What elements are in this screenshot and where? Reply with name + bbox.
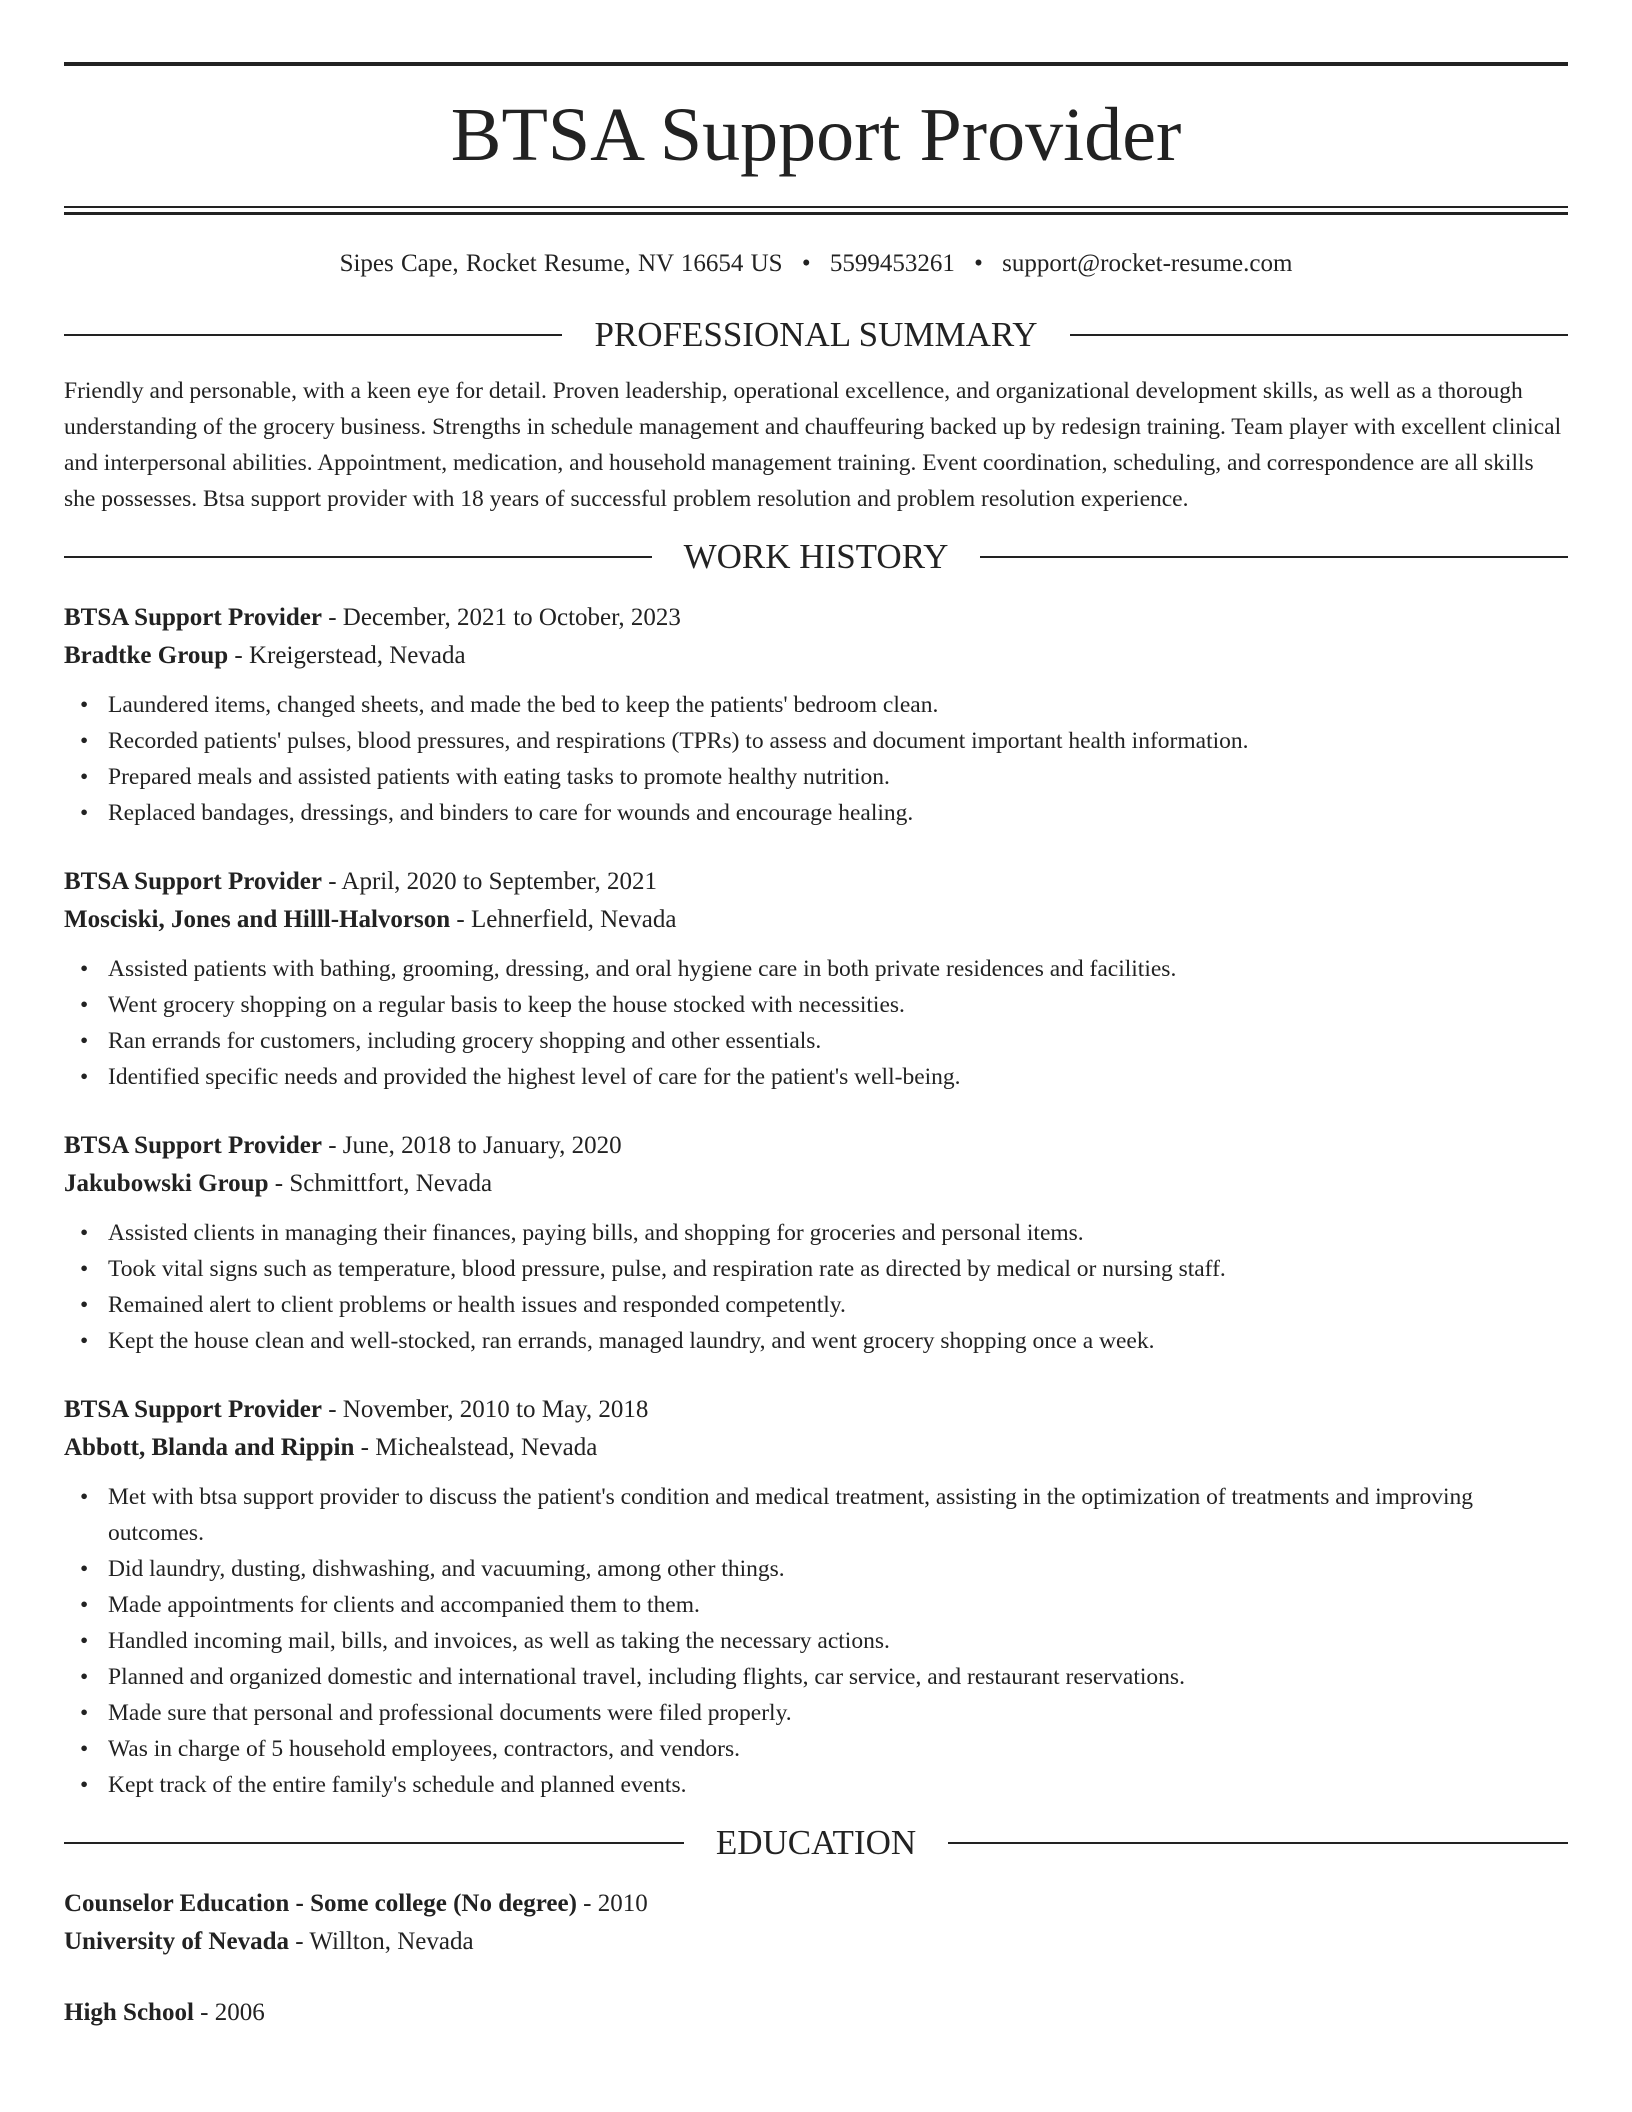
education-heading <box>64 1823 1568 1863</box>
job-title-line <box>64 1127 1568 1165</box>
education-heading-label: EDUCATION <box>715 1823 917 1862</box>
heading-rule-left <box>64 556 652 558</box>
job-title-line <box>64 863 1568 901</box>
job-bullets <box>64 951 1568 1095</box>
job-company: Bradtke Group <box>64 642 229 669</box>
list-item: • Identified specific needs and provided the highest level of care for the patient's well-being. <box>108 1059 1568 1095</box>
job-location: - Kreigerstead, Nevada <box>228 642 466 669</box>
title-rule-lower <box>64 212 1568 215</box>
education-entry <box>64 1994 1568 2032</box>
job-title: BTSA Support Provider <box>64 868 322 895</box>
education-degree-line <box>64 1994 1568 2032</box>
job-location: - Michealstead, Nevada <box>354 1434 598 1461</box>
job-bullets <box>64 1479 1568 1803</box>
contact-separator: • <box>974 250 983 277</box>
list-item: • Remained alert to client problems or health issues and responded competently. <box>108 1287 1568 1323</box>
education-degree: High School <box>64 1999 194 2026</box>
list-item: • Assisted patients with bathing, grooming, dressing, and oral hygiene care in both private residences and facilities. <box>108 951 1568 987</box>
job-company-line <box>64 1429 1568 1467</box>
list-item: • Met with btsa support provider to discuss the patient's condition and medical treatment, assisting in the optimization of treatments and improving outcomes. <box>108 1479 1568 1551</box>
job-location: - Lehnerfield, Nevada <box>450 906 677 933</box>
contact-line <box>64 249 1568 279</box>
list-item: • Handled incoming mail, bills, and invoices, as well as taking the necessary actions. <box>108 1623 1568 1659</box>
job-company: Mosciski, Jones and Hilll-Halvorson <box>64 906 451 933</box>
list-item: • Kept the house clean and well-stocked, ran errands, managed laundry, and went grocery shopping once a week. <box>108 1323 1568 1359</box>
summary-heading <box>64 315 1568 355</box>
job-dates: - April, 2020 to September, 2021 <box>321 868 658 895</box>
education-degree: Counselor Education - Some college (No degree) <box>64 1890 577 1917</box>
job-location: - Schmittfort, Nevada <box>268 1170 493 1197</box>
job-entry <box>64 863 1568 1095</box>
job-title-line <box>64 1391 1568 1429</box>
job-bullets <box>64 687 1568 831</box>
list-item: • Took vital signs such as temperature, blood pressure, pulse, and respiration rate as directed by medical or nursing staff. <box>108 1251 1568 1287</box>
education-school: University of Nevada <box>64 1928 289 1955</box>
job-title-line <box>64 599 1568 637</box>
top-rule <box>64 62 1568 66</box>
education-year: - 2006 <box>193 1999 265 2026</box>
work-heading <box>64 537 1568 577</box>
list-item: • Made appointments for clients and accompanied them to them. <box>108 1587 1568 1623</box>
job-company: Jakubowski Group <box>64 1170 269 1197</box>
job-entry <box>64 1127 1568 1359</box>
job-company-line <box>64 901 1568 939</box>
education-year: - 2010 <box>576 1890 648 1917</box>
page-title: BTSA Support Provider <box>450 93 1182 177</box>
job-title: BTSA Support Provider <box>64 1132 322 1159</box>
list-item: • Kept track of the entire family's schedule and planned events. <box>108 1767 1568 1803</box>
job-dates: - June, 2018 to January, 2020 <box>321 1132 622 1159</box>
education-school-line <box>64 1923 1568 1961</box>
job-dates: - December, 2021 to October, 2023 <box>321 604 681 631</box>
job-company: Abbott, Blanda and Rippin <box>64 1434 355 1461</box>
summary-text: Friendly and personable, with a keen eye for detail. Proven leadership, operational excellence, and organizational development skills, as well as a thorough understanding of the grocery business. Strengths in schedule management and chauffeuring backed up by redesign training. Team player with excellent clinical and interpersonal abilities. Appointment, medication, and household management training. Event coordination, scheduling, and correspondence are all skills she possesses. Btsa support provider with 18 years of successful problem resolution and problem resolution experience. <box>64 378 1562 512</box>
work-heading-label: WORK HISTORY <box>683 537 949 576</box>
job-company-line <box>64 1165 1568 1203</box>
heading-rule-left <box>64 334 562 336</box>
list-item: • Made sure that personal and professional documents were filed properly. <box>108 1695 1568 1731</box>
list-item: • Went grocery shopping on a regular basis to keep the house stocked with necessities. <box>108 987 1568 1023</box>
list-item: • Was in charge of 5 household employees, contractors, and vendors. <box>108 1731 1568 1767</box>
resume-page <box>64 62 1568 2032</box>
contact-address: Sipes Cape, Rocket Resume, NV 16654 US <box>339 250 783 277</box>
job-title: BTSA Support Provider <box>64 1396 322 1423</box>
list-item: • Replaced bandages, dressings, and binders to care for wounds and encourage healing. <box>108 795 1568 831</box>
job-dates: - November, 2010 to May, 2018 <box>321 1396 649 1423</box>
contact-separator: • <box>801 250 811 277</box>
contact-phone: 5599453261 <box>829 250 955 277</box>
heading-rule-right <box>1070 334 1568 336</box>
list-item: • Planned and organized domestic and international travel, including flights, car service, and restaurant reservations. <box>108 1659 1568 1695</box>
heading-rule-left <box>64 1842 684 1844</box>
job-entry <box>64 1391 1568 1803</box>
list-item: • Recorded patients' pulses, blood pressures, and respirations (TPRs) to assess and document important health information. <box>108 723 1568 759</box>
job-bullets <box>64 1215 1568 1359</box>
summary-heading-label: PROFESSIONAL SUMMARY <box>594 315 1038 354</box>
list-item: • Assisted clients in managing their finances, paying bills, and shopping for groceries and personal items. <box>108 1215 1568 1251</box>
education-location: - Willton, Nevada <box>288 1928 474 1955</box>
education-entry <box>64 1885 1568 1961</box>
job-entry <box>64 599 1568 831</box>
job-title: BTSA Support Provider <box>64 604 322 631</box>
contact-email: support@rocket-resume.com <box>1002 250 1293 277</box>
list-item: • Laundered items, changed sheets, and made the bed to keep the patients' bedroom clean. <box>108 687 1568 723</box>
education-degree-line <box>64 1885 1568 1923</box>
job-company-line <box>64 637 1568 675</box>
heading-rule-right <box>980 556 1568 558</box>
heading-rule-right <box>948 1842 1568 1844</box>
list-item: • Ran errands for customers, including grocery shopping and other essentials. <box>108 1023 1568 1059</box>
list-item: • Did laundry, dusting, dishwashing, and vacuuming, among other things. <box>108 1551 1568 1587</box>
list-item: • Prepared meals and assisted patients with eating tasks to promote healthy nutrition. <box>108 759 1568 795</box>
